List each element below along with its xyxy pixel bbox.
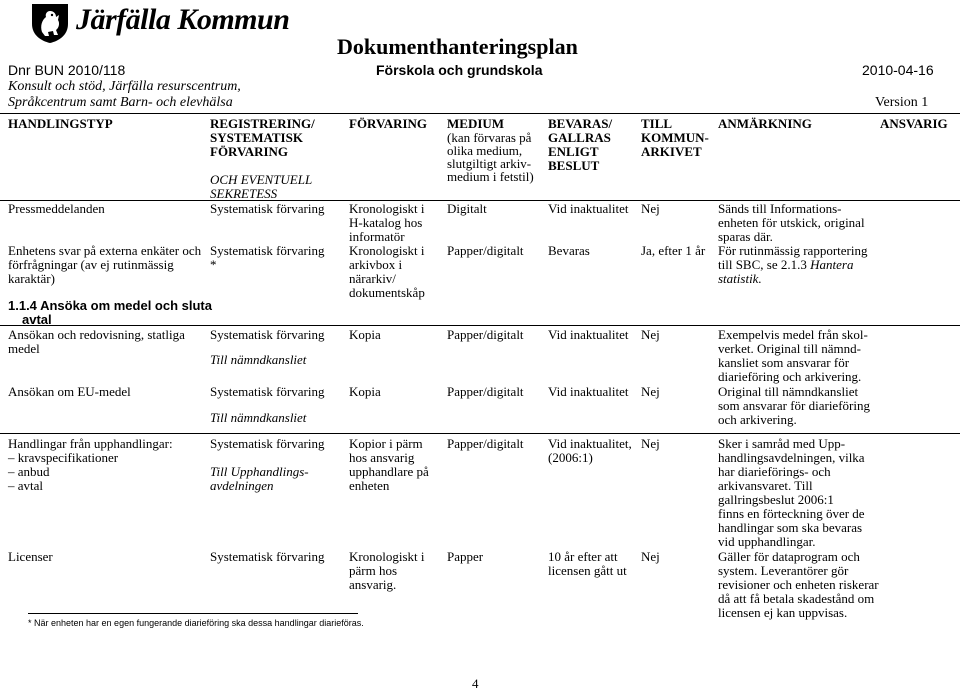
row-ansokan-medel-anm-4: diarieföring och arkivering.	[718, 369, 862, 384]
section-rule	[0, 325, 960, 326]
row-enkater-anm-1: För rutinmässig rapportering	[718, 243, 868, 258]
col-header-till-1: TILL	[641, 116, 673, 131]
row-eu-medel-anm-3: och arkivering.	[718, 412, 797, 427]
row-enkater-forvaring-3: närarkiv/	[349, 271, 396, 286]
col-header-till-2: KOMMUN-	[641, 130, 709, 145]
row-upphandlingar-type-1: Handlingar från upphandlingar:	[8, 436, 173, 451]
row-enkater-anm-2-text: till SBC, se 2.1.3	[718, 257, 807, 272]
row-ansokan-medel-reg: Systematisk förvaring	[210, 327, 325, 342]
row-eu-medel-till: Nej	[641, 384, 660, 399]
row-enkater-medium: Papper/digitalt	[447, 243, 524, 258]
row-upphandlingar-till: Nej	[641, 436, 660, 451]
row-eu-medel-type: Ansökan om EU-medel	[8, 384, 131, 399]
row-upphandlingar-medium: Papper/digitalt	[447, 436, 524, 451]
unit-line-2: Språkcentrum samt Barn- och elevhälsa	[8, 95, 233, 110]
row-ansokan-medel-forvaring: Kopia	[349, 327, 381, 342]
row-upphandlingar-anm-7: handlingar som ska bevaras	[718, 520, 863, 535]
row-licenser-forvaring-3: ansvarig.	[349, 577, 397, 592]
row-ansokan-medel-till: Nej	[641, 327, 660, 342]
page-number: 4	[472, 676, 479, 691]
row-licenser-bevaras-1: 10 år efter att	[548, 549, 618, 564]
lion-coat-of-arms-icon	[28, 2, 72, 44]
row-enkater-type-1: Enhetens svar på externa enkäter och	[8, 243, 202, 258]
row-enkater-forvaring-2: arkivbox i	[349, 257, 403, 272]
row-eu-medel-anm-2: som ansvarar för diarieföring	[718, 398, 870, 413]
row-eu-medel-bevaras: Vid inaktualitet	[548, 384, 629, 399]
row-eu-medel-medium: Papper/digitalt	[447, 384, 524, 399]
row-pressmeddelanden-forvaring-2: H-katalog hos	[349, 215, 423, 230]
row-upphandlingar-reg-sub-1: Till Upphandlings-	[210, 464, 309, 479]
row-licenser-anm-5: licensen ej kan uppvisas.	[718, 605, 848, 620]
col-header-bevaras-1: BEVARAS/	[548, 116, 613, 131]
row-licenser-anm-2: system. Leverantörer gör	[718, 563, 849, 578]
col-header-medium-sub-1: (kan förvaras på	[447, 130, 532, 145]
row-enkater-type-3: karaktär)	[8, 271, 55, 286]
row-licenser-till: Nej	[641, 549, 660, 564]
col-header-registrering-2: SYSTEMATISK	[210, 130, 303, 145]
row-ansokan-medel-anm-2: verket. Original till nämnd-	[718, 341, 861, 356]
row-enkater-reg: Systematisk förvaring	[210, 243, 325, 258]
row-upphandlingar-type-4-text: avtal	[17, 478, 44, 493]
section-title-2: avtal	[22, 312, 52, 327]
row-eu-medel-anm-1: Original till nämndkansliet	[718, 384, 859, 399]
eu-row-rule	[0, 433, 960, 434]
row-pressmeddelanden-bevaras: Vid inaktualitet	[548, 201, 629, 216]
row-ansokan-medel-anm-1: Exempelvis medel från skol-	[718, 327, 868, 342]
col-header-registrering-3: FÖRVARING	[210, 144, 289, 159]
unit-line-1: Konsult och stöd, Järfälla resurscentrum,	[8, 79, 241, 94]
row-upphandlingar-anm-1: Sker i samråd med Upp-	[718, 436, 846, 451]
row-upphandlingar-forvaring-2: hos ansvarig	[349, 450, 415, 465]
page-title: Dokumenthanteringsplan	[337, 34, 578, 59]
row-licenser-reg: Systematisk förvaring	[210, 549, 325, 564]
footnote: * När enheten har en egen fungerande diarieföring ska dessa handlingar diarieföras.	[28, 618, 364, 628]
row-ansokan-medel-anm-3: kansliet som ansvarar för	[718, 355, 850, 370]
row-pressmeddelanden-reg: Systematisk förvaring	[210, 201, 325, 216]
col-header-anmarkning: ANMÄRKNING	[718, 116, 812, 131]
row-upphandlingar-type-4: – avtal	[8, 478, 44, 493]
col-header-registrering-1: REGISTRERING/	[210, 116, 315, 131]
row-pressmeddelanden-till: Nej	[641, 201, 660, 216]
row-licenser-type: Licenser	[8, 549, 53, 564]
version: Version 1	[875, 95, 929, 110]
col-header-forvaring: FÖRVARING	[349, 116, 428, 131]
row-ansokan-medel-type-1: Ansökan och redovisning, statliga	[8, 327, 185, 342]
row-eu-medel-reg: Systematisk förvaring	[210, 384, 325, 399]
row-pressmeddelanden-forvaring-3: informatör	[349, 229, 405, 244]
row-pressmeddelanden-anm-1: Sänds till Informations-	[718, 201, 842, 216]
row-ansokan-medel-bevaras: Vid inaktualitet	[548, 327, 629, 342]
header-rule	[0, 113, 960, 114]
row-licenser-forvaring-1: Kronologiskt i	[349, 549, 425, 564]
row-upphandlingar-type-3: – anbud	[8, 464, 50, 479]
row-upphandlingar-type-2: – kravspecifikationer	[8, 450, 119, 465]
row-enkater-anm-2-italic: Hantera	[810, 257, 854, 272]
row-eu-medel-reg-sub: Till nämndkansliet	[210, 410, 307, 425]
document-date: 2010-04-16	[862, 62, 934, 78]
municipality-logo	[28, 2, 72, 44]
col-header-handlingstyp: HANDLINGSTYP	[8, 116, 113, 131]
row-enkater-till: Ja, efter 1 år	[641, 243, 706, 258]
row-pressmeddelanden-type: Pressmeddelanden	[8, 201, 105, 216]
row-licenser-anm-1: Gäller för dataprogram och	[718, 549, 860, 564]
row-ansokan-medel-medium: Papper/digitalt	[447, 327, 524, 342]
dnr-number: Dnr BUN 2010/118	[8, 62, 126, 78]
row-upphandlingar-anm-4: arkivansvaret. Till	[718, 478, 813, 493]
row-enkater-forvaring-1: Kronologiskt i	[349, 243, 425, 258]
row-enkater-bevaras: Bevaras	[548, 243, 590, 258]
col-header-medium-sub-2: olika medium,	[447, 143, 523, 158]
row-licenser-forvaring-2: pärm hos	[349, 563, 398, 578]
row-ansokan-medel-reg-sub: Till nämndkansliet	[210, 352, 307, 367]
row-pressmeddelanden-medium: Digitalt	[447, 201, 487, 216]
section-heading	[8, 298, 212, 313]
section-title: Ansöka om medel och sluta	[40, 298, 212, 313]
col-header-medium-sub-3: slutgiltigt arkiv-	[447, 156, 532, 171]
row-upphandlingar-bevaras-2: (2006:1)	[548, 450, 593, 465]
row-upphandlingar-forvaring-4: enheten	[349, 478, 390, 493]
row-upphandlingar-forvaring-1: Kopior i pärm	[349, 436, 423, 451]
department: Förskola och grundskola	[376, 62, 543, 78]
row-upphandlingar-type-2-text: kravspecifikationer	[17, 450, 119, 465]
row-licenser-anm-4: då att få betala skadestånd om	[718, 591, 875, 606]
row-pressmeddelanden-anm-2: enheten för utskick, original	[718, 215, 865, 230]
col-header-medium-sub-4: medium i fetstil)	[447, 169, 534, 184]
row-upphandlingar-reg: Systematisk förvaring	[210, 436, 325, 451]
col-header-registrering-sub-2: SEKRETESS	[210, 186, 278, 201]
row-licenser-bevaras-2: licensen gått ut	[548, 563, 627, 578]
col-header-bevaras-4: BESLUT	[548, 158, 600, 173]
col-header-bevaras-3: ENLIGT	[548, 144, 599, 159]
row-enkater-type-2: förfrågningar (av ej rutinmässig	[8, 257, 174, 272]
row-upphandlingar-anm-8: vid upphandlingar.	[718, 534, 816, 549]
footnote-rule	[28, 613, 358, 614]
row-licenser-medium: Papper	[447, 549, 484, 564]
row-upphandlingar-reg-sub-2: avdelningen	[210, 478, 274, 493]
row-pressmeddelanden-anm-3: sparas där.	[718, 229, 773, 244]
col-header-ansvarig: ANSVARIG	[880, 116, 948, 131]
row-upphandlingar-anm-6: finns en förteckning över de	[718, 506, 865, 521]
row-enkater-forvaring-4: dokumentskåp	[349, 285, 425, 300]
row-enkater-anm-2	[718, 257, 853, 272]
row-licenser-anm-3: revisioner och enheten riskerar	[718, 577, 879, 592]
row-enkater-reg-asterisk: *	[210, 257, 217, 272]
col-header-medium: MEDIUM	[447, 116, 505, 131]
section-number: 1.1.4	[8, 298, 37, 313]
municipality-wordmark: Järfälla Kommun	[76, 3, 290, 36]
row-ansokan-medel-type-2: medel	[8, 341, 40, 356]
row-enkater-anm-3: statistik.	[718, 271, 762, 286]
row-upphandlingar-bevaras-1: Vid inaktualitet,	[548, 436, 632, 451]
row-upphandlingar-forvaring-3: upphandlare på	[349, 464, 429, 479]
col-header-registrering-sub-1: OCH EVENTUELL	[210, 172, 313, 187]
row-upphandlingar-anm-3: har diarieförings- och	[718, 464, 831, 479]
row-upphandlingar-anm-5: gallringsbeslut 2006:1	[718, 492, 834, 507]
col-header-bevaras-2: GALLRAS	[548, 130, 611, 145]
row-eu-medel-forvaring: Kopia	[349, 384, 381, 399]
row-upphandlingar-anm-2: handlingsavdelningen, vilka	[718, 450, 865, 465]
col-header-till-3: ARKIVET	[641, 144, 702, 159]
row-pressmeddelanden-forvaring-1: Kronologiskt i	[349, 201, 425, 216]
row-upphandlingar-type-3-text: anbud	[17, 464, 50, 479]
